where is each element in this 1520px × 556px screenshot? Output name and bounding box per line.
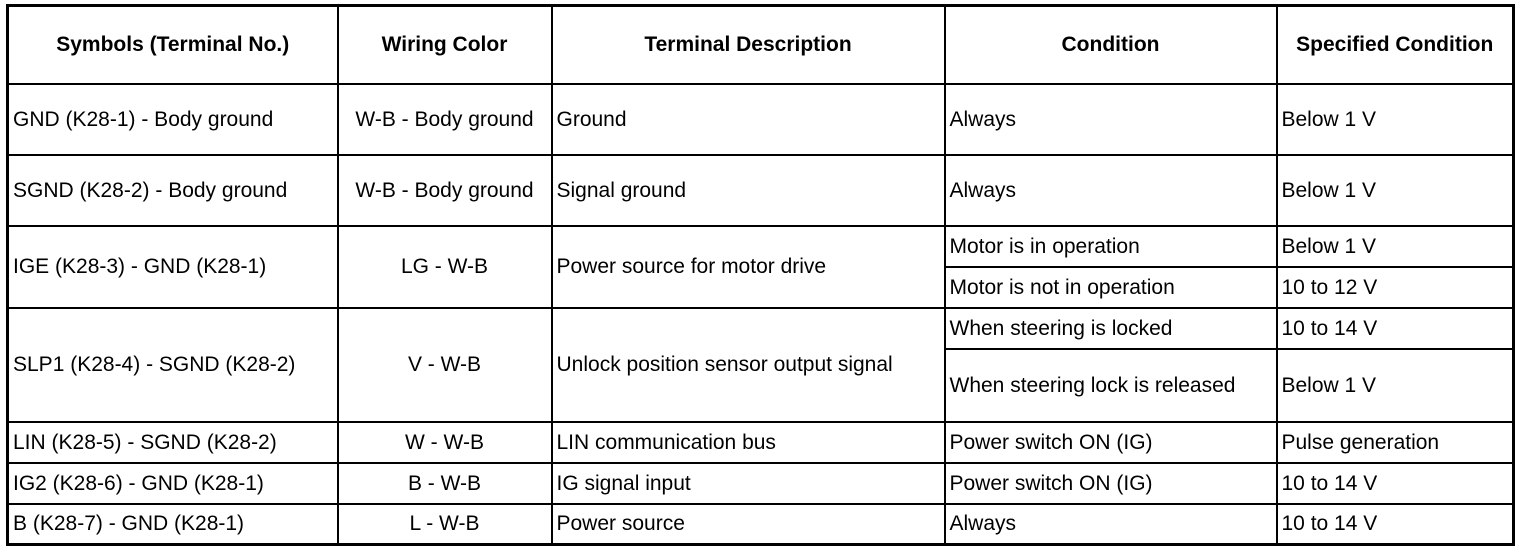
condition-cell: Always: [945, 84, 1277, 155]
symbol-cell: GND (K28-1) - Body ground: [8, 84, 338, 155]
header-wiring-color: Wiring Color: [338, 6, 552, 84]
terminal-spec-table: [6, 4, 1515, 546]
table-row: [8, 226, 1514, 267]
description-cell: IG signal input: [552, 463, 945, 504]
description-cell: LIN communication bus: [552, 422, 945, 463]
condition-cell: Power switch ON (IG): [945, 463, 1277, 504]
condition-cell: Motor is in operation: [945, 226, 1277, 267]
header-symbols: Symbols (Terminal No.): [8, 6, 338, 84]
symbol-cell: IGE (K28-3) - GND (K28-1): [8, 226, 338, 308]
description-cell: Power source for motor drive: [552, 226, 945, 308]
header-specified-condition: Specified Condition: [1277, 6, 1514, 84]
wiring-cell: LG - W-B: [338, 226, 552, 308]
header-row: [8, 6, 1514, 84]
specified-cell: 10 to 14 V: [1277, 504, 1514, 545]
condition-cell: Power switch ON (IG): [945, 422, 1277, 463]
specified-cell: 10 to 14 V: [1277, 308, 1514, 349]
condition-cell: When steering lock is released: [945, 349, 1277, 422]
specified-cell: Below 1 V: [1277, 155, 1514, 226]
specified-cell: Below 1 V: [1277, 349, 1514, 422]
header-condition: Condition: [945, 6, 1277, 84]
table-container: [6, 4, 1515, 546]
header-terminal-description: Terminal Description: [552, 6, 945, 84]
condition-cell: Always: [945, 155, 1277, 226]
table-row: [8, 422, 1514, 463]
wiring-cell: L - W-B: [338, 504, 552, 545]
symbol-cell: SLP1 (K28-4) - SGND (K28-2): [8, 308, 338, 422]
condition-cell: Motor is not in operation: [945, 267, 1277, 308]
specified-cell: Pulse generation: [1277, 422, 1514, 463]
specified-cell: 10 to 12 V: [1277, 267, 1514, 308]
wiring-cell: W-B - Body ground: [338, 84, 552, 155]
wiring-cell: W - W-B: [338, 422, 552, 463]
table-row: [8, 155, 1514, 226]
description-cell: Power source: [552, 504, 945, 545]
wiring-cell: V - W-B: [338, 308, 552, 422]
specified-cell: 10 to 14 V: [1277, 463, 1514, 504]
table-row: [8, 308, 1514, 349]
condition-cell: Always: [945, 504, 1277, 545]
symbol-cell: IG2 (K28-6) - GND (K28-1): [8, 463, 338, 504]
table-row: [8, 84, 1514, 155]
condition-cell: When steering is locked: [945, 308, 1277, 349]
description-cell: Signal ground: [552, 155, 945, 226]
symbol-cell: SGND (K28-2) - Body ground: [8, 155, 338, 226]
description-cell: Unlock position sensor output signal: [552, 308, 945, 422]
specified-cell: Below 1 V: [1277, 84, 1514, 155]
symbol-cell: LIN (K28-5) - SGND (K28-2): [8, 422, 338, 463]
description-cell: Ground: [552, 84, 945, 155]
specified-cell: Below 1 V: [1277, 226, 1514, 267]
table-row: [8, 504, 1514, 545]
wiring-cell: B - W-B: [338, 463, 552, 504]
wiring-cell: W-B - Body ground: [338, 155, 552, 226]
symbol-cell: B (K28-7) - GND (K28-1): [8, 504, 338, 545]
table-row: [8, 463, 1514, 504]
